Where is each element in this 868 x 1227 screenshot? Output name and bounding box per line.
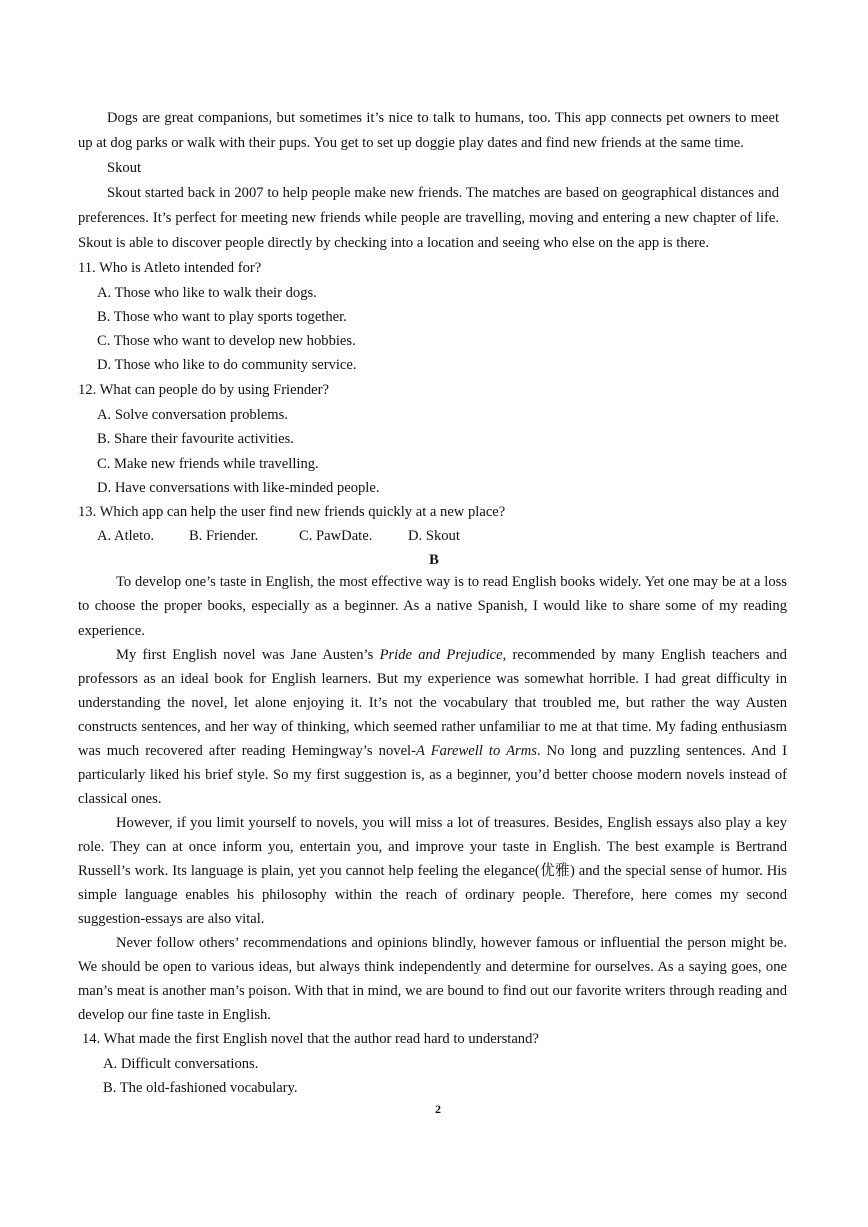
answer-option: A. Difficult conversations. — [103, 1056, 259, 1072]
paragraph-line: preferences. It’s perfect for meeting new friends while people are travelling, moving and entering a new chapter of life. — [78, 210, 779, 226]
answer-option: A. Atleto. — [97, 528, 155, 544]
paragraph-line: professors as an ideal book for English learners. But my experience was somewhat horrible. I had great difficulty in — [78, 671, 787, 687]
question-stem: 11. Who is Atleto intended for? — [78, 260, 262, 276]
book-title: Pride and Prejudice — [379, 647, 503, 663]
text-run: , recommended by many English teachers and — [502, 647, 787, 663]
answer-option: C. PawDate. — [299, 528, 373, 544]
answer-option: D. Skout — [408, 528, 460, 544]
paragraph-line: Dogs are great companions, but sometimes it’s nice to talk to humans, too. This app connects pet owners to meet — [107, 110, 779, 126]
answer-option: C. Make new friends while travelling. — [97, 456, 319, 472]
answer-option: A. Solve conversation problems. — [97, 407, 288, 423]
paragraph-line — [116, 645, 787, 665]
answer-option: B. Share their favourite activities. — [97, 431, 294, 447]
section-heading: Skout — [107, 160, 142, 176]
paragraph-line: suggestion-essays are also vital. — [78, 911, 265, 927]
paragraph-line: To develop one’s taste in English, the most effective way is to read English books widely. Yet one may be at a loss — [116, 574, 787, 590]
section-heading: B — [429, 552, 439, 568]
answer-option: D. Those who like to do community service. — [97, 357, 357, 373]
question-stem: 12. What can people do by using Friender? — [78, 382, 330, 398]
answer-option: B. Friender. — [189, 528, 259, 544]
paragraph-line: Russell’s work. Its language is plain, yet you cannot help feeling the elegance(优雅) and the special sense of humor. His — [78, 863, 787, 879]
question-stem: 14. What made the first English novel that the author read hard to understand? — [82, 1031, 539, 1047]
page-number: 2 — [435, 1102, 441, 1116]
paragraph-line: experience. — [78, 623, 145, 639]
answer-option: C. Those who want to develop new hobbies. — [97, 333, 356, 349]
paragraph-line: Skout started back in 2007 to help people make new friends. The matches are based on geographical distances and — [107, 185, 779, 201]
answer-option: D. Have conversations with like-minded people. — [97, 480, 380, 496]
paragraph-line: Never follow others’ recommendations and opinions blindly, however famous or influential the person might be. — [116, 935, 787, 951]
paragraph-line: particularly liked his brief style. So my first suggestion is, as a beginner, you’d better choose modern novels instead of — [78, 767, 787, 783]
paragraph-line: man’s meat is another man’s poison. With that in mind, we are bound to find out our favorite writers through reading and — [78, 983, 787, 999]
answer-option: B. Those who want to play sports together. — [97, 309, 347, 325]
question-stem: 13. Which app can help the user find new friends quickly at a new place? — [78, 504, 506, 520]
paragraph-line: develop our fine taste in English. — [78, 1007, 271, 1023]
paragraph-line: Skout is able to discover people directly by checking into a location and seeing who else on the app is there. — [78, 235, 710, 251]
paragraph-line — [78, 741, 787, 761]
answer-option: A. Those who like to walk their dogs. — [97, 285, 317, 301]
text-run: . No long and puzzling sentences. And I — [536, 743, 787, 759]
paragraph-line: classical ones. — [78, 791, 162, 807]
book-title: A Farewell to Arms — [415, 743, 537, 759]
answer-option: B. The old-fashioned vocabulary. — [103, 1080, 298, 1096]
paragraph-line: constructs sentences, and her way of thinking, which seemed rather unfamiliar to me at that time. My fading enthusiasm — [78, 719, 787, 735]
text-run: My first English novel was Jane Austen’s — [116, 647, 374, 663]
answer-options-row — [97, 526, 497, 546]
paragraph-line: We should be open to various ideas, but always think independently and determine for ourselves. As a saying goes, one — [78, 959, 787, 975]
paragraph-line: understanding the novel, let alone enjoying it. It’s not the vocabulary that troubled me, but rather the way Austen — [78, 695, 787, 711]
text-run: was much recovered after reading Hemingway’s novel- — [78, 743, 416, 759]
paragraph-line: simple language enables his philosophy within the reach of ordinary people. Therefore, here comes my second — [78, 887, 787, 903]
paragraph-line: to choose the proper books, especially as a beginner. As a native Spanish, I would like to share some of my reading — [78, 598, 787, 614]
paragraph-line: However, if you limit yourself to novels, you will miss a lot of treasures. Besides, English essays also play a key — [116, 815, 787, 831]
paragraph-line: up at dog parks or walk with their pups. You get to set up doggie play dates and find new friends at the same time. — [78, 135, 744, 151]
paragraph-line: role. They can at once inform you, entertain you, and improve your taste in English. The best example is Bertrand — [78, 839, 787, 855]
